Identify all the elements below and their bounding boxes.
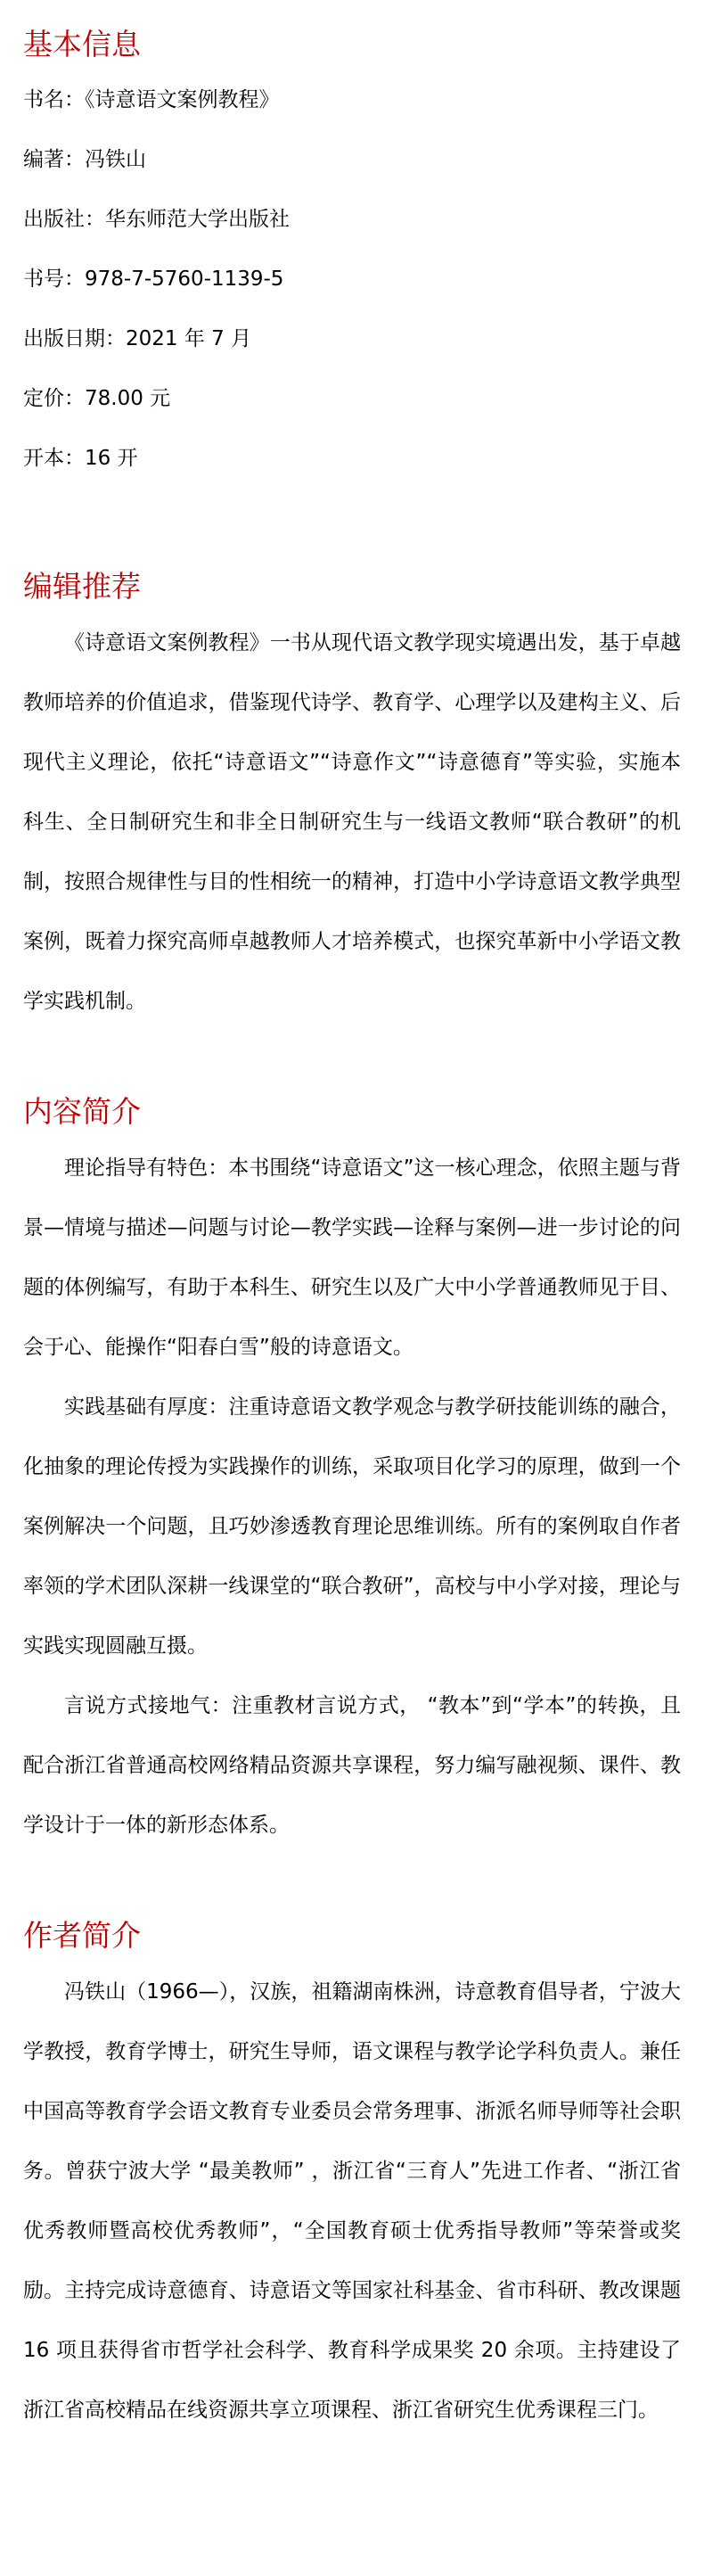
basic-info-heading: 基本信息 — [23, 27, 141, 62]
info-format: 开本：16 开 — [23, 447, 138, 470]
info-price: 定价：78.00 元 — [23, 387, 171, 410]
basic-info-list — [23, 86, 681, 472]
content-intro-paragraph-style: 言说方式接地气：注重教材言说方式， “教本”到“学本”的转换，且配合浙江省普通高校网络精品资源共享课程，努力编写融视频、课件、教学设计于一体的新形态体系。 — [23, 1694, 681, 1837]
content-intro-heading: 内容简介 — [23, 1094, 141, 1129]
content-intro-paragraph-practice: 实践基础有厚度：注重诗意语文教学观念与教学研技能训练的融合，化抽象的理论传授为实践操作的训练，采取项目化学习的原理，做到一个案例解决一个问题，且巧妙渗透教育理论思维训练。所有的案例取自作者率领的学术团队深耕一线课堂的“联合教研”，高校与中小学对接，理论与实践实现圆融互摄。 — [23, 1395, 681, 1658]
content-intro-body — [23, 1139, 681, 1856]
editor-recommend-body — [23, 613, 681, 1032]
info-author: 编著：冯铁山 — [23, 148, 146, 171]
info-book-title: 书名：《诗意语文案例教程》 — [23, 88, 280, 111]
info-publish-date: 出版日期：2021 年 7 月 — [23, 327, 252, 350]
author-intro-paragraph: 冯铁山（1966—），汉族，祖籍湖南株洲，诗意教育倡导者，宁波大学教授，教育学博士，研究生导师，语文课程与教学论学科负责人。兼任中国高等教育学会语文教育专业委员会常务理事、浙派名师导师等社会职务。曾获宁波大学 “最美教师” ，浙江省“三育人”先进工作者、“浙江省优秀教师暨高校优秀教师”，“全国教育硕士优秀指导教师”等荣誉或奖励。主持完成诗意德育、诗意语文等国家社科基金、省市科研、教改课题 16 项且获得省市哲学社会科学、教育科学成果奖 20 余项。主持建设了浙江省高校精品在线资源共享立项课程、浙江省研究生优秀课程三门。 — [23, 1980, 681, 2422]
content-intro-paragraph-theory: 理论指导有特色：本书围绕“诗意语文”这一核心理念，依照主题与背景—情境与描述—问题与讨论—教学实践—诠释与案例—进一步讨论的问题的体例编写，有助于本科生、研究生以及广大中小学普通教师见于目、会于心、能操作“阳春白雪”般的诗意语文。 — [23, 1156, 681, 1359]
info-isbn: 书号：978-7-5760-1139-5 — [23, 267, 284, 291]
author-intro-heading: 作者简介 — [23, 1918, 141, 1953]
author-intro-body — [23, 1963, 681, 2440]
editor-recommend-heading: 编辑推荐 — [23, 569, 141, 604]
info-publisher: 出版社：华东师范大学出版社 — [23, 208, 290, 231]
editor-recommend-paragraph: 《诗意语文案例教程》一书从现代语文教学现实境遇出发，基于卓越教师培养的价值追求，借鉴现代诗学、教育学、心理学以及建构主义、后现代主义理论，依托“诗意语文”“诗意作文”“诗意德育”等实验，实施本科生、全日制研究生和非全日制研究生与一线语文教师“联合教研”的机制，按照合规律性与目的性相统一的精神，打造中小学诗意语文教学典型案例，既着力探究高师卓越教师人才培养模式，也探究革新中小学语文教学实践机制。 — [23, 631, 681, 1013]
